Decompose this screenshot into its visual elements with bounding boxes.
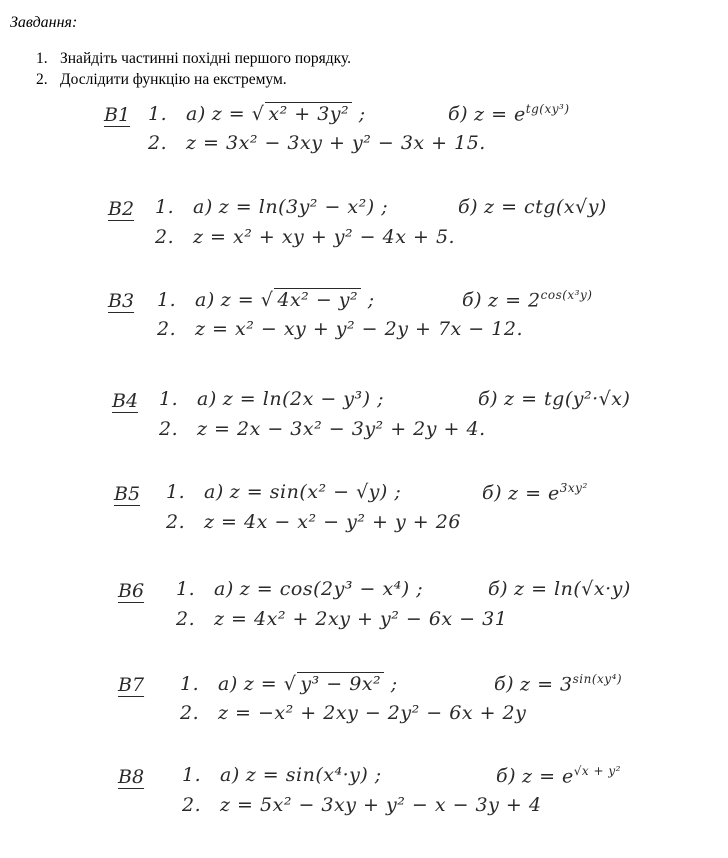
page-heading: Завдання: bbox=[10, 14, 78, 31]
part-a-label: а) bbox=[220, 764, 240, 786]
formula-text: z = ctg(x√ bbox=[484, 196, 588, 218]
formula-text: z = √ bbox=[243, 673, 297, 695]
part-b-formula bbox=[514, 578, 631, 600]
formula-text: ; bbox=[352, 103, 366, 125]
item-number: 2. bbox=[157, 318, 177, 340]
item-number: 1. bbox=[166, 481, 186, 503]
formula-text: z = cos(2y³ − x⁴) ; bbox=[239, 578, 424, 600]
task2-formula: z = 2x − 3x² − 3y² + 2y + 4. bbox=[197, 418, 486, 440]
part-b-formula bbox=[508, 481, 588, 504]
part-b bbox=[482, 481, 588, 504]
radicand: x² + 3y² bbox=[265, 102, 352, 125]
task1-line bbox=[180, 672, 398, 695]
formula-text: z = tg(y²·√x) bbox=[504, 388, 631, 410]
part-b-formula bbox=[520, 672, 622, 695]
task2-formula: z = 4x² + 2xy + y² − 6x − 31 bbox=[214, 608, 508, 630]
item-number: 1. bbox=[159, 388, 179, 410]
formula-text: z = ln(√x·y) bbox=[514, 578, 631, 600]
task1-line bbox=[182, 764, 382, 786]
part-b-formula bbox=[488, 288, 592, 311]
task2-formula: z = 3x² − 3xy + y² − 3x + 15. bbox=[186, 132, 486, 154]
task-list bbox=[36, 48, 351, 90]
variant-block bbox=[0, 481, 728, 551]
variant-block bbox=[0, 764, 728, 834]
item-number: 1. bbox=[157, 289, 177, 311]
task2-line bbox=[159, 418, 486, 440]
item-number: 2. bbox=[166, 511, 186, 533]
part-b-formula bbox=[522, 764, 621, 787]
variant-block bbox=[0, 388, 728, 458]
formula-text: z = 2 bbox=[488, 289, 541, 312]
part-a-label: а) bbox=[214, 578, 234, 600]
part-b-label: б) bbox=[478, 388, 499, 410]
exponent: sin(xy⁴) bbox=[572, 672, 623, 686]
part-b bbox=[494, 672, 622, 695]
task2-line bbox=[180, 702, 526, 724]
variant-label: В6 bbox=[118, 580, 145, 602]
part-b-formula bbox=[474, 102, 570, 125]
task2-formula: z = 4x − x² − y² + y + 26 bbox=[204, 511, 461, 533]
variant-block bbox=[0, 102, 728, 172]
task1-line bbox=[166, 481, 401, 503]
variant-label: В4 bbox=[112, 390, 139, 412]
item-number: 2. bbox=[155, 226, 175, 248]
formula-text: ; bbox=[361, 289, 375, 311]
formula-text: z = e bbox=[508, 482, 560, 505]
variant-label: В1 bbox=[104, 104, 131, 126]
item-number: 2. bbox=[148, 132, 168, 154]
part-a-formula bbox=[240, 578, 423, 600]
formula-text: z = ln(2x − y³) ; bbox=[222, 388, 384, 410]
exponent: √x + y² bbox=[573, 764, 621, 778]
part-b-label: б) bbox=[496, 765, 517, 788]
task2-formula: z = x² + xy + y² − 4x + 5. bbox=[193, 226, 456, 248]
task-item bbox=[36, 69, 351, 90]
part-b-formula bbox=[504, 388, 630, 410]
formula-text: z = √ bbox=[211, 103, 265, 125]
item-number: 1. bbox=[182, 764, 202, 786]
item-number: 2. bbox=[176, 608, 196, 630]
exponent: cos(x³y) bbox=[540, 288, 593, 302]
part-a-label: а) bbox=[218, 673, 238, 695]
task1-line bbox=[148, 102, 366, 125]
task-text: Знайдіть частинні похідні першого порядку. bbox=[60, 50, 352, 67]
formula-text: z = 3 bbox=[520, 673, 573, 696]
formula-text: ; bbox=[384, 673, 398, 695]
variant-block bbox=[0, 196, 728, 266]
task2-line bbox=[148, 132, 486, 154]
task2-formula: z = −x² + 2xy − 2y² − 6x + 2y bbox=[218, 702, 527, 724]
variant-block bbox=[0, 578, 728, 648]
item-number: 2. bbox=[182, 794, 202, 816]
task2-line bbox=[176, 608, 507, 630]
variant-label: В3 bbox=[108, 290, 135, 312]
task2-line bbox=[157, 318, 523, 340]
part-a-label: а) bbox=[204, 481, 224, 503]
variant-label: В8 bbox=[118, 766, 145, 788]
part-a-formula bbox=[230, 481, 402, 503]
task1-line bbox=[155, 196, 388, 218]
task2-formula: z = x² − xy + y² − 2y + 7x − 12. bbox=[195, 318, 523, 340]
part-a-formula bbox=[212, 102, 366, 125]
variant-label: В7 bbox=[118, 674, 145, 696]
part-b bbox=[462, 288, 592, 311]
part-a-formula bbox=[219, 196, 388, 218]
part-b-formula bbox=[484, 196, 607, 218]
formula-text: z = e bbox=[522, 765, 574, 788]
formula-text: z = √ bbox=[220, 289, 274, 311]
exponent: tg(xy³) bbox=[525, 102, 570, 116]
part-a-label: а) bbox=[193, 196, 213, 218]
task-item bbox=[36, 48, 351, 69]
item-number: 1. bbox=[148, 103, 168, 125]
formula-text: y) bbox=[587, 196, 607, 218]
task2-line bbox=[155, 226, 455, 248]
task-text: Дослідити функцію на екстремум. bbox=[60, 71, 287, 88]
part-b bbox=[448, 102, 570, 125]
task1-line bbox=[157, 288, 375, 311]
item-number: 2. bbox=[180, 702, 200, 724]
part-a-formula bbox=[244, 672, 398, 695]
part-a-label: а) bbox=[197, 388, 217, 410]
part-b-label: б) bbox=[494, 673, 515, 696]
part-a-formula bbox=[221, 288, 375, 311]
part-b bbox=[496, 764, 621, 787]
variant-label: В5 bbox=[114, 483, 141, 505]
task-number: 2. bbox=[36, 71, 48, 88]
part-a-label: а) bbox=[195, 289, 215, 311]
part-a-label: а) bbox=[186, 103, 206, 125]
task2-line bbox=[182, 794, 541, 816]
item-number: 2. bbox=[159, 418, 179, 440]
formula-text: z = sin(x² − √y) ; bbox=[229, 481, 402, 503]
part-b bbox=[478, 388, 630, 410]
radicand: y³ − 9x² bbox=[297, 672, 384, 695]
task1-line bbox=[159, 388, 384, 410]
part-b bbox=[458, 196, 607, 218]
exponent: 3xy² bbox=[559, 481, 588, 495]
variant-label: В2 bbox=[108, 198, 135, 220]
task2-formula: z = 5x² − 3xy + y² − x − 3y + 4 bbox=[220, 794, 542, 816]
part-b-label: б) bbox=[448, 103, 469, 126]
part-b-label: б) bbox=[462, 289, 483, 312]
formula-text: z = sin(x⁴·y) ; bbox=[245, 764, 382, 786]
part-b-label: б) bbox=[482, 482, 503, 505]
item-number: 1. bbox=[155, 196, 175, 218]
variant-block bbox=[0, 672, 728, 742]
radicand: 4x² − y² bbox=[274, 288, 361, 311]
formula-text: z = e bbox=[474, 103, 526, 126]
part-b-label: б) bbox=[488, 578, 509, 600]
task1-line bbox=[176, 578, 423, 600]
item-number: 1. bbox=[176, 578, 196, 600]
item-number: 1. bbox=[180, 673, 200, 695]
part-b-label: б) bbox=[458, 196, 479, 218]
task-number: 1. bbox=[36, 50, 48, 67]
part-a-formula bbox=[246, 764, 382, 786]
part-a-formula bbox=[223, 388, 384, 410]
task2-line bbox=[166, 511, 461, 533]
part-b bbox=[488, 578, 631, 600]
formula-text: z = ln(3y² − x²) ; bbox=[218, 196, 389, 218]
variant-block bbox=[0, 288, 728, 358]
